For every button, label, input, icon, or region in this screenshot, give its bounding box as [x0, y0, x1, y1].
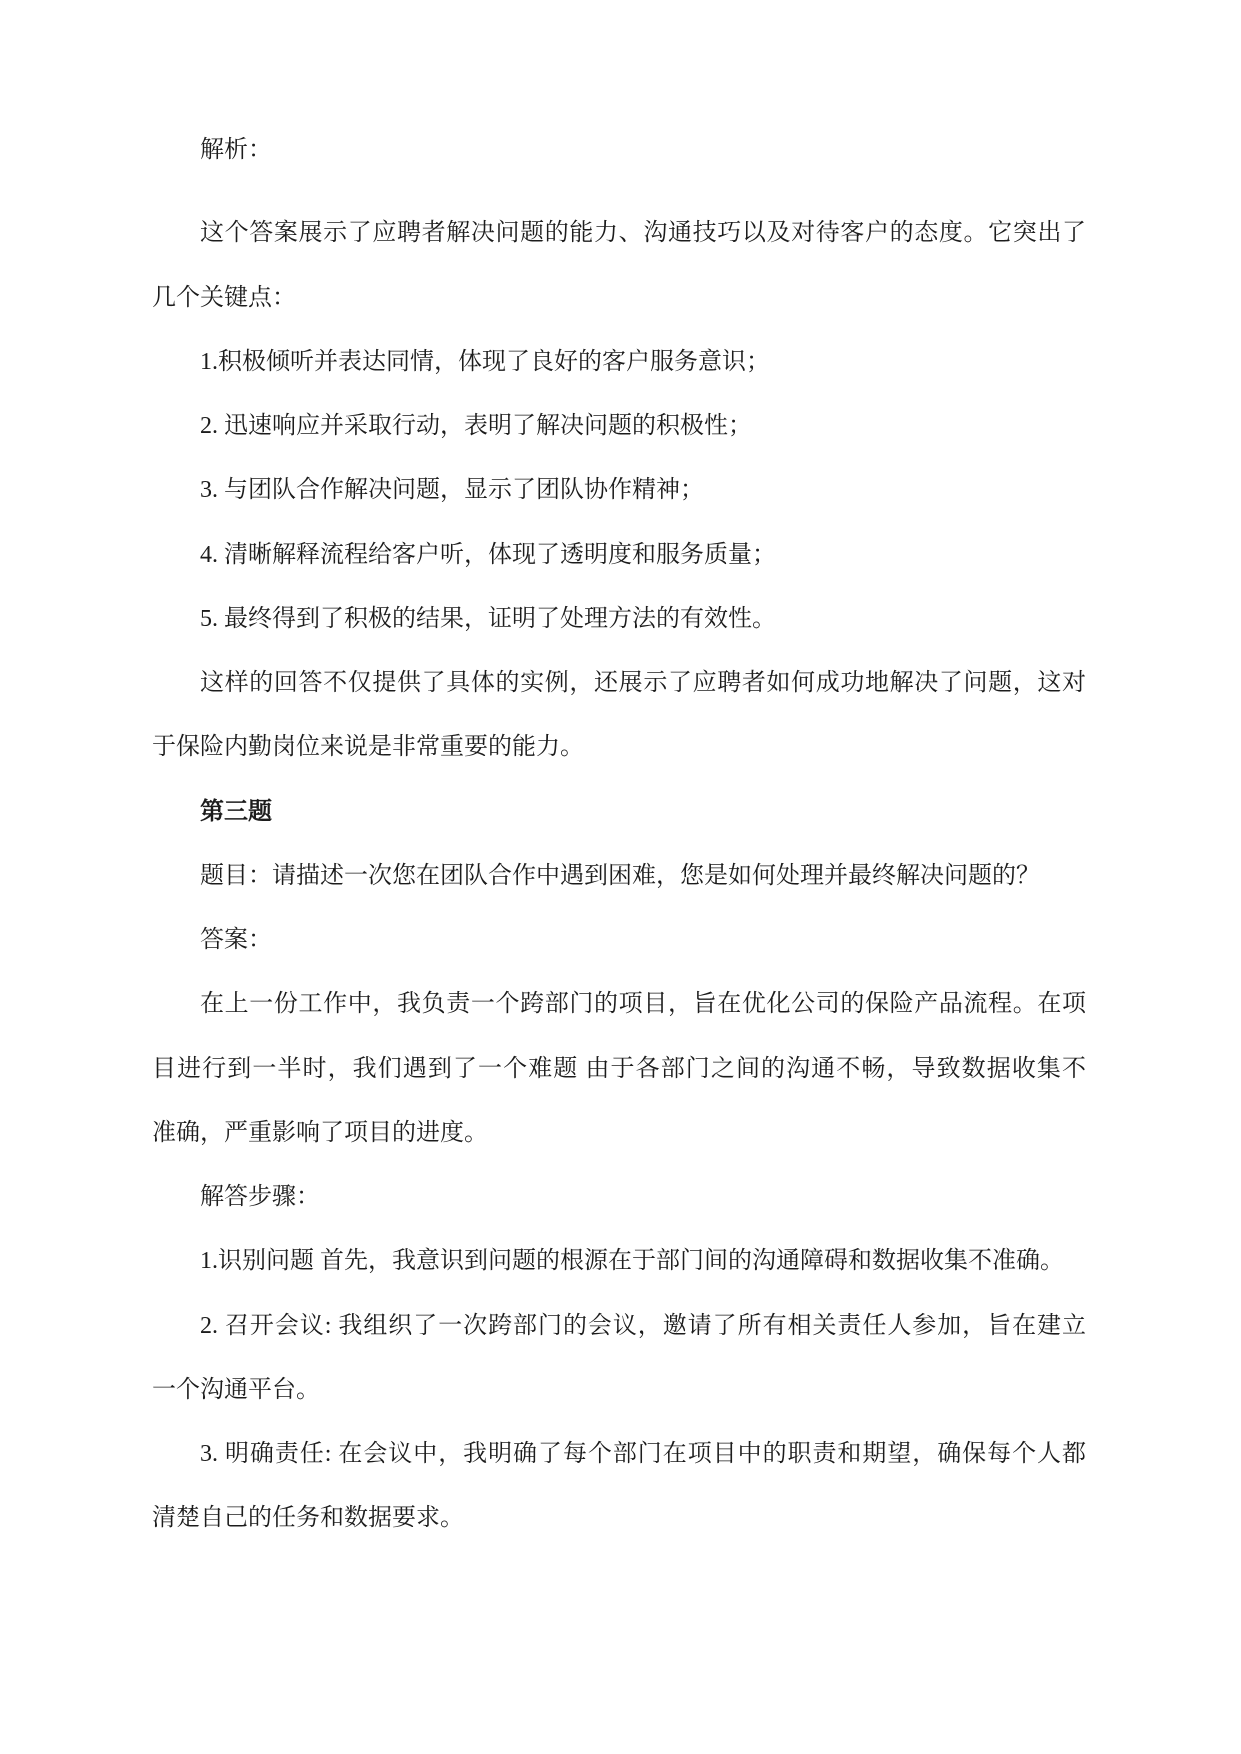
list-item: 2. 迅速响应并采取行动，表明了解决问题的积极性；	[200, 413, 752, 439]
paragraph-line: 解析：	[200, 137, 272, 163]
paragraph-line: 题目：请描述一次您在团队合作中遇到困难，您是如何处理并最终解决问题的？	[200, 862, 1040, 889]
list-item: 5. 最终得到了积极的结果，证明了处理方法的有效性。	[200, 605, 776, 632]
paragraph-line: 2. 召开会议: 我组织了一次跨部门的会议，邀请了所有相关责任人参加，旨在建立	[200, 1312, 1086, 1339]
paragraph-line: 于保险内勤岗位来说是非常重要的能力。	[152, 734, 584, 761]
paragraph-line: 目进行到一半时，我们遇到了一个难题 由于各部门之间的沟通不畅，导致数据收集不	[152, 1055, 1086, 1082]
answer-paragraph	[152, 972, 1086, 1165]
paragraph-line: 1.识别问题 首先，我意识到问题的根源在于部门间的沟通障碍和数据收集不准确。	[200, 1248, 1064, 1275]
document-page	[152, 118, 1086, 1551]
paragraph-line: 3. 明确责任: 在会议中，我明确了每个部门在项目中的职责和期望，确保每个人都	[200, 1441, 1086, 1467]
step-item	[152, 1229, 1086, 1293]
section-heading	[152, 780, 1086, 844]
question-paragraph	[152, 844, 1086, 908]
analysis-paragraph	[152, 201, 1086, 330]
paragraph-line: 清楚自己的任务和数据要求。	[152, 1505, 464, 1532]
list-item: 4. 清晰解释流程给客户听，体现了透明度和服务质量；	[200, 541, 776, 568]
analysis-label	[152, 118, 1086, 182]
paragraph-line: 几个关键点：	[152, 284, 296, 311]
paragraph-line: 在上一份工作中，我负责一个跨部门的项目，旨在优化公司的保险产品流程。在项	[200, 991, 1086, 1018]
paragraph-line: 一个沟通平台。	[152, 1376, 320, 1403]
step-item	[152, 1294, 1086, 1423]
summary-paragraph	[152, 651, 1086, 780]
paragraph-line: 这样的回答不仅提供了具体的实例，还展示了应聘者如何成功地解决了问题，这对	[200, 670, 1086, 696]
list-item: 3. 与团队合作解决问题，显示了团队协作精神；	[200, 477, 704, 504]
steps-label	[152, 1165, 1086, 1229]
paragraph-line: 解答步骤：	[200, 1184, 320, 1210]
answer-label	[152, 908, 1086, 972]
paragraph-line: 准确，严重影响了项目的进度。	[152, 1119, 488, 1146]
section-heading-text: 第三题	[200, 798, 272, 825]
step-item	[152, 1422, 1086, 1551]
paragraph-line: 这个答案展示了应聘者解决问题的能力、沟通技巧以及对待客户的态度。它突出了	[200, 220, 1086, 247]
key-points-list	[152, 330, 1086, 651]
list-item: 1.积极倾听并表达同情，体现了良好的客户服务意识；	[200, 348, 770, 375]
paragraph-line: 答案：	[200, 927, 272, 953]
